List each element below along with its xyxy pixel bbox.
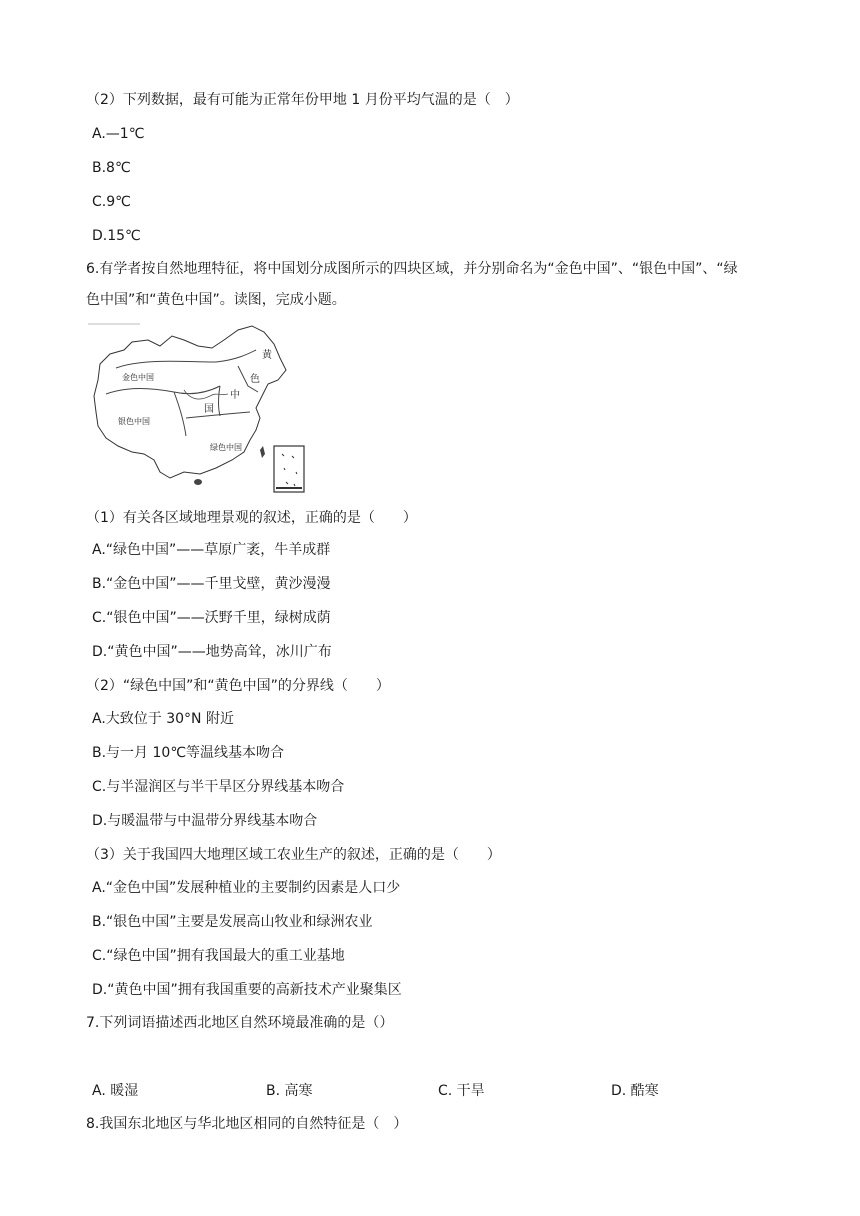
china-map-svg xyxy=(88,322,328,494)
map-label-huang: 黄 xyxy=(262,350,272,361)
q6-3-option-a: A.“金色中国”发展种植业的主要制约因素是人口少 xyxy=(92,880,401,896)
map-label-gold: 金色中国 xyxy=(122,373,154,382)
boundary-green-yellow xyxy=(186,412,250,418)
q6-1-option-a: A.“绿色中国”——草原广袤，牛羊成群 xyxy=(92,542,331,558)
map-label-guo: 国 xyxy=(204,404,214,415)
map-label-zhong: 中 xyxy=(230,390,240,401)
q7-option-b: B. 高寒 xyxy=(266,1083,313,1099)
map-label-green: 绿色中国 xyxy=(210,443,242,452)
boundary-yellow-west xyxy=(219,386,221,416)
q6-stem-line1: 6.有学者按自然地理特征，将中国划分成图所示的四块区域，并分别命名为“金色中国”、“银色中国”、“绿 xyxy=(86,261,738,277)
q6-1-option-c: C.“银色中国”——沃野千里，绿树成荫 xyxy=(92,610,331,626)
china-region-map xyxy=(88,322,328,494)
boundary-silver-green xyxy=(174,392,186,436)
south-sea-inset xyxy=(274,446,304,492)
q5-2-option-a: A.—1℃ xyxy=(92,126,145,142)
q6-2-option-d: D.与暖温带与中温带分界线基本吻合 xyxy=(92,813,318,829)
q6-3-option-d: D.“黄色中国”拥有我国重要的高新技术产业聚集区 xyxy=(92,982,402,998)
q7-option-c: C. 干旱 xyxy=(438,1083,485,1099)
q6-1-stem: （1）有关各区域地理景观的叙述，正确的是（ ） xyxy=(86,510,417,526)
q7-option-d: D. 酷寒 xyxy=(611,1083,659,1099)
q5-2-option-c: C.9℃ xyxy=(92,194,131,210)
taiwan-island xyxy=(260,446,265,458)
map-label-se: 色 xyxy=(250,374,260,385)
boundary-gold-silver xyxy=(106,386,220,394)
hainan-island xyxy=(194,479,202,485)
q7-stem: 7.下列词语描述西北地区自然环境最准确的是（） xyxy=(86,1015,394,1031)
q5-2-option-b: B.8℃ xyxy=(92,160,131,176)
q5-2-stem: （2）下列数据，最有可能为正常年份甲地 1 月份平均气温的是（ ） xyxy=(86,92,519,108)
q6-2-option-a: A.大致位于 30°N 附近 xyxy=(92,711,234,727)
q6-2-option-b: B.与一月 10℃等温线基本吻合 xyxy=(92,745,285,761)
china-outline xyxy=(94,326,286,478)
q6-2-option-c: C.与半湿润区与半干旱区分界线基本吻合 xyxy=(92,779,345,795)
q8-stem: 8.我国东北地区与华北地区相同的自然特征是（ ） xyxy=(86,1116,408,1132)
q6-stem-line2: 色中国”和“黄色中国”。读图，完成小题。 xyxy=(86,292,346,308)
q6-3-stem: （3）关于我国四大地理区域工农业生产的叙述，正确的是（ ） xyxy=(86,847,501,863)
q7-option-a: A. 暖湿 xyxy=(92,1083,139,1099)
q6-2-stem: （2）“绿色中国”和“黄色中国”的分界线（ ） xyxy=(86,678,390,694)
q5-2-option-d: D.15℃ xyxy=(92,228,141,244)
q6-1-option-d: D.“黄色中国”——地势高耸，冰川广布 xyxy=(92,644,332,660)
map-label-silver: 银色中国 xyxy=(118,417,150,426)
q6-1-option-b: B.“金色中国”——千里戈壁，黄沙漫漫 xyxy=(92,576,331,592)
q6-3-option-c: C.“绿色中国”拥有我国最大的重工业基地 xyxy=(92,948,345,964)
q6-3-option-b: B.“银色中国”主要是发展高山牧业和绿洲农业 xyxy=(92,914,373,930)
boundary-gold-east xyxy=(116,350,256,368)
